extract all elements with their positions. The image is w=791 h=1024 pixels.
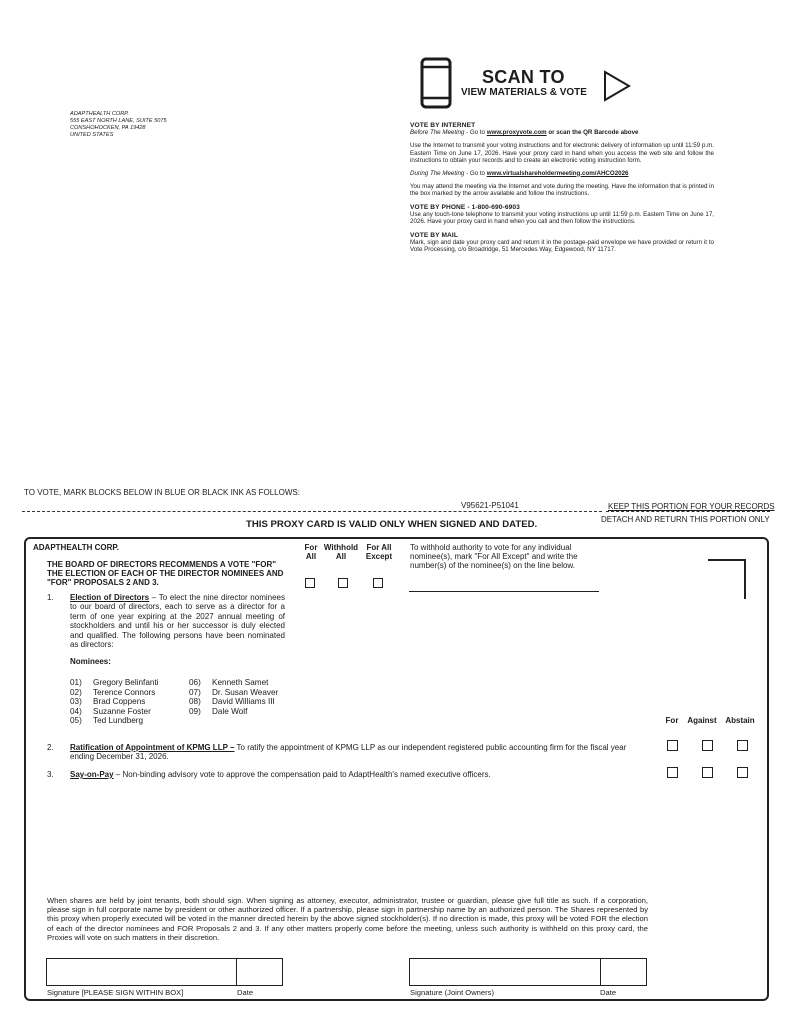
- mail-heading: VOTE BY MAIL: [410, 231, 458, 239]
- joint-date-label: Date: [600, 988, 617, 997]
- proposal3-against-checkbox[interactable]: [702, 767, 713, 778]
- mailing-address: [70, 111, 230, 139]
- col-withhold-all: Withhold All: [323, 543, 359, 561]
- proposal1-text-block: [70, 593, 285, 649]
- scan-header: [420, 57, 640, 109]
- valid-notice: THIS PROXY CARD IS VALID ONLY WHEN SIGNED AND DATED.: [246, 519, 538, 530]
- nominee-row: [70, 688, 159, 698]
- nominee-name: Dr. Susan Weaver: [212, 687, 279, 697]
- col-for-all-except: For All Except: [365, 543, 393, 561]
- proxyvote-link[interactable]: www.proxyvote.com: [486, 129, 547, 136]
- nominee-row: [189, 688, 278, 698]
- proposal3-number: 3.: [47, 770, 54, 779]
- detach-portion-note: DETACH AND RETURN THIS PORTION ONLY: [601, 515, 770, 524]
- control-code: V95621-P51041: [461, 501, 519, 510]
- proposal2-abstain-checkbox[interactable]: [737, 740, 748, 751]
- signing-note: When shares are held by joint tenants, both should sign. When signing as attorney, executor, administrator, trustee or guardian, please give full title as such. If a corporation, please sign in full corporate name by president or other authorized officer. If a partnership, please sign in partnership name by an authorized person. The Shares represented by this proxy when properly executed will be voted in the manner directed herein by the above signed stockholder(s). If no direction is made, this proxy will be voted FOR the election of each of the director nominees and FOR Proposals 2 and 3. If any other matters properly come before the meeting, unless such authority is withheld on this proxy card, the Proxies will vote on such matters in their discretion.: [47, 896, 648, 942]
- address-line: ADAPTHEALTH CORP.: [70, 111, 129, 117]
- proposal3-description: – Non-binding advisory vote to approve the compensation paid to AdaptHealth's named executive officers.: [113, 770, 491, 779]
- nominee-name: Ted Lundberg: [93, 716, 144, 726]
- corner-mark-top-extension: [708, 559, 736, 561]
- for-all-except-checkbox[interactable]: [373, 578, 383, 588]
- proposal3-text-block: [70, 770, 652, 779]
- nominees-label: Nominees:: [70, 657, 111, 666]
- board-recommendation: THE BOARD OF DIRECTORS RECOMMENDS A VOTE "FOR" THE ELECTION OF EACH OF THE DIRECTOR NOMINEES AND "FOR" PROPOSALS 2 AND 3.: [47, 560, 284, 587]
- nominee-name: Kenneth Samet: [212, 678, 269, 687]
- voting-methods: [410, 122, 714, 253]
- nominee-name: David Williams III: [212, 697, 275, 707]
- signature-label: Signature [PLEASE SIGN WITHIN BOX]: [47, 988, 184, 997]
- signature-box[interactable]: [46, 958, 237, 986]
- nominees-right-column: [189, 678, 278, 716]
- joint-signature-label: Signature (Joint Owners): [410, 988, 494, 997]
- scan-title: SCAN TO: [482, 67, 565, 87]
- nominee-number: 06): [189, 678, 201, 687]
- nominee-number: 02): [70, 687, 82, 697]
- col-against: Against: [687, 716, 717, 725]
- nominee-row: [70, 716, 159, 726]
- proposal2-title: Ratification of Appointment of KPMG LLP –: [70, 743, 235, 752]
- nominee-number: 04): [70, 706, 82, 716]
- nominee-row: [70, 707, 159, 717]
- proposal3-abstain-checkbox[interactable]: [737, 767, 748, 778]
- nominee-row: [189, 678, 278, 688]
- phone-text: Use any touch-tone telephone to transmit your voting instructions up until 11:59 p.m. Eastern Time on June 17, 2026. Have your proxy card in hand when you call and then follow the instructions.: [410, 210, 714, 226]
- nominee-row: [70, 697, 159, 707]
- nominee-name: Terence Connors: [93, 687, 156, 697]
- nominee-number: 08): [189, 697, 201, 707]
- before-tail-text: or scan the QR Barcode above: [546, 129, 639, 136]
- proposal2-description: To ratify the appointment of KPMG LLP as our independent registered public accounting firm for the fiscal year ending December 31, 2026.: [70, 743, 627, 762]
- internet-during-line: [410, 170, 714, 177]
- mail-text: Mark, sign and date your proxy card and return it in the postage-paid envelope we have provided or return it to Vote Processing, c/o Broadridge, 51 Mercedes Way, Edgewood, NY 11717.: [410, 238, 714, 254]
- smartphone-icon: [420, 57, 452, 109]
- proposal2-number: 2.: [47, 743, 54, 752]
- nominee-name: Brad Coppens: [93, 697, 146, 707]
- address-line: 555 EAST NORTH LANE, SUITE 5075: [70, 118, 167, 124]
- address-line: CONSHOHOCKEN, PA 19428: [70, 125, 146, 131]
- except-nominee-line[interactable]: [409, 591, 599, 592]
- proposal1-description: – To elect the nine director nominees to our board of directors, each to serve as a director for a term of one year expiring at the 2027 annual meeting of stockholders and until his or her successor is duly elected and qualified. The following persons have been nominated as directors:: [70, 593, 285, 650]
- internet-heading: VOTE BY INTERNET: [410, 122, 476, 129]
- withhold-instruction: To withhold authority to vote for any individual nominee(s), mark "For All Except" and write the number(s) of the nominee(s) on the line below.: [410, 543, 578, 571]
- corner-mark: [736, 559, 746, 599]
- internet-para2: You may attend the meeting via the Internet and vote during the meeting. Have the information that is printed in the box marked by the arrow available and follow the instructions.: [410, 183, 714, 198]
- date-label: Date: [237, 988, 254, 997]
- proposal2-against-checkbox[interactable]: [702, 740, 713, 751]
- nominees-left-column: [70, 678, 159, 726]
- nominee-number: 09): [189, 706, 201, 716]
- address-line: UNITED STATES: [70, 132, 114, 138]
- nominee-number: 07): [189, 687, 201, 697]
- nominee-row: [189, 697, 278, 707]
- virtual-meeting-link[interactable]: www.virtualshareholdermeeting.com/AHCO2026: [486, 169, 629, 177]
- proposal3-for-checkbox[interactable]: [667, 767, 678, 778]
- internet-para1: Use the Internet to transmit your voting instructions and for electronic delivery of information up until 11:59 p.m. Eastern Time on June 17, 2026. Have your proxy card in hand when you access the web site and follow the instructions to obtain your records and to create an electronic voting instruction form.: [410, 142, 714, 165]
- col-for: For: [665, 716, 679, 725]
- during-mid-text: - Go to: [464, 169, 487, 177]
- nominee-name: Suzanne Foster: [93, 706, 151, 716]
- scan-subtitle: VIEW MATERIALS & VOTE: [461, 87, 587, 98]
- nominee-name: Dale Wolf: [212, 706, 248, 716]
- during-meeting-label: During The Meeting: [410, 169, 465, 177]
- col-abstain: Abstain: [725, 716, 755, 725]
- before-meeting-label: Before The Meeting: [410, 129, 465, 136]
- date-box[interactable]: [236, 958, 283, 986]
- play-arrow-icon: [602, 69, 632, 103]
- col-for-all: For All: [304, 543, 318, 561]
- nominee-number: 01): [70, 678, 82, 687]
- proposal1-title: Election of Directors: [70, 593, 150, 602]
- tear-line-right: [606, 511, 770, 512]
- proposal1-number: 1.: [47, 593, 54, 602]
- proposal2-for-checkbox[interactable]: [667, 740, 678, 751]
- for-all-checkbox[interactable]: [305, 578, 315, 588]
- before-mid-text: - Go to: [464, 129, 487, 136]
- phone-heading: VOTE BY PHONE - 1-800-690-6903: [410, 203, 520, 211]
- tear-line: [22, 511, 602, 512]
- nominee-number: 05): [70, 716, 82, 726]
- ink-instructions: TO VOTE, MARK BLOCKS BELOW IN BLUE OR BLACK INK AS FOLLOWS:: [24, 488, 300, 497]
- company-name: ADAPTHEALTH CORP.: [33, 543, 119, 552]
- joint-signature-box[interactable]: [409, 958, 601, 986]
- proposal2-text-block: [70, 743, 652, 762]
- nominee-number: 03): [70, 697, 82, 707]
- nominee-row: [70, 678, 159, 688]
- nominee-row: [189, 707, 278, 717]
- internet-before-line: [410, 129, 714, 136]
- nominee-name: Gregory Belinfanti: [93, 678, 159, 687]
- withhold-all-checkbox[interactable]: [338, 578, 348, 588]
- keep-portion-note: KEEP THIS PORTION FOR YOUR RECORDS: [608, 502, 775, 511]
- proposal3-title: Say-on-Pay: [70, 770, 114, 779]
- joint-date-box[interactable]: [600, 958, 647, 986]
